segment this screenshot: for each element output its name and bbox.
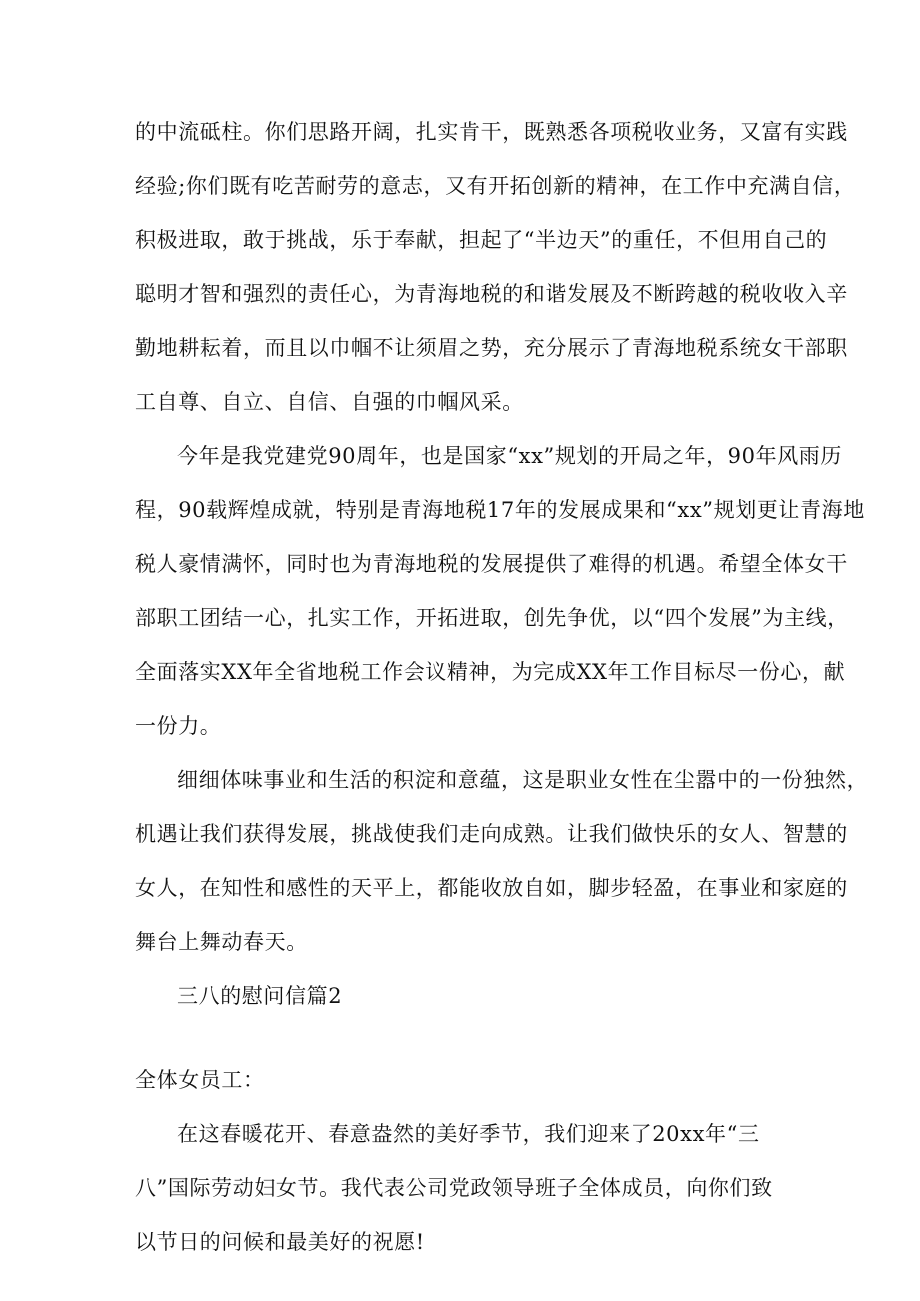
paragraph-2-line-4: 部职工团结一心，扎实工作，开拓进取，创先争优，以“四个发展”为主线， xyxy=(135,606,849,630)
paragraph-1-line-1: 的中流砥柱。你们思路开阔，扎实肯干，既熟悉各项税收业务，又富有实践 xyxy=(135,120,848,144)
paragraph-1-line-4: 聪明才智和强烈的责任心，为青海地税的和谐发展及不断跨越的税收收入辛 xyxy=(135,282,848,306)
paragraph-2-line-6: 一份力。 xyxy=(135,714,222,738)
paragraph-3-line-1: 细细体味事业和生活的积淀和意蕴，这是职业女性在尘嚣中的一份独然， xyxy=(177,768,869,792)
paragraph-1-line-2: 经验;你们既有吃苦耐劳的意志，又有开拓创新的精神，在工作中充满自信， xyxy=(135,174,856,198)
paragraph-2-line-3: 税人豪情满怀，同时也为青海地税的发展提供了难得的机遇。希望全体女干 xyxy=(135,552,848,576)
paragraph-4-line-3: 以节日的问候和最美好的祝愿! xyxy=(135,1230,425,1254)
paragraph-2-line-2: 程，90载辉煌成就，特别是青海地税17年的发展成果和“xx”规划更让青海地 xyxy=(135,498,865,522)
paragraph-4-line-1: 在这春暖花开、春意盎然的美好季节，我们迎来了20xx年“三 xyxy=(177,1122,760,1146)
paragraph-2-line-1: 今年是我党建党90周年，也是国家“xx”规划的开局之年，90年风雨历 xyxy=(177,444,842,468)
paragraph-3-line-4: 舞台上舞动春天。 xyxy=(135,930,308,954)
salutation: 全体女员工： xyxy=(135,1068,265,1092)
paragraph-2-line-5: 全面落实XX年全省地税工作会议精神，为完成XX年工作目标尽一份心，献 xyxy=(135,660,846,684)
paragraph-1-line-6: 工自尊、自立、自信、自强的巾帼风采。 xyxy=(135,390,524,414)
paragraph-1-line-3: 积极进取，敢于挑战，乐于奉献，担起了“半边天”的重任，不但用自己的 xyxy=(135,228,828,252)
section-title: 三八的慰问信篇2 xyxy=(177,984,343,1008)
paragraph-3-line-3: 女人，在知性和感性的天平上，都能收放自如，脚步轻盈，在事业和家庭的 xyxy=(135,876,848,900)
paragraph-3-line-2: 机遇让我们获得发展，挑战使我们走向成熟。让我们做快乐的女人、智慧的 xyxy=(135,822,848,846)
paragraph-1-line-5: 勤地耕耘着，而且以巾帼不让须眉之势，充分展示了青海地税系统女干部职 xyxy=(135,336,848,360)
paragraph-4-line-2: 八”国际劳动妇女节。我代表公司党政领导班子全体成员，向你们致 xyxy=(135,1176,773,1200)
